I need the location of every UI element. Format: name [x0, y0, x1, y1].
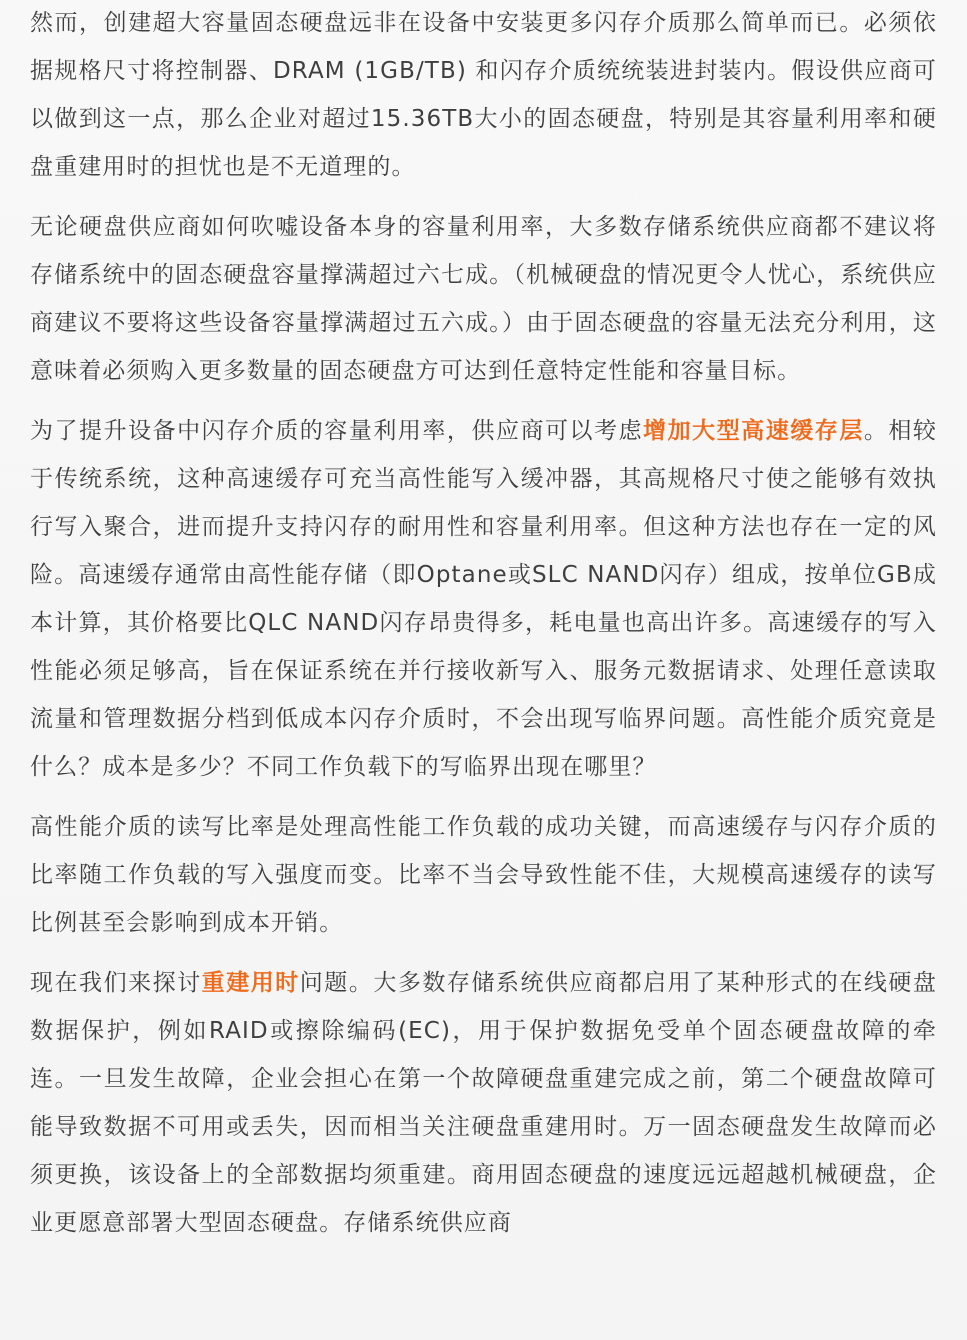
- article-paragraph-1: [30, 0, 937, 191]
- paragraph-text-before-highlight: 为了提升设备中闪存介质的容量利用率，供应商可以考虑: [30, 418, 644, 444]
- article-paragraph-2: [30, 203, 937, 395]
- article-paragraph-3: [30, 407, 937, 791]
- article-paragraph-4: [30, 803, 937, 947]
- article-paragraph-5: [30, 959, 937, 1247]
- paragraph-text: 高性能介质的读写比率是处理高性能工作负载的成功关键，而高速缓存与闪存介质的比率随工作负载的写入强度而变。比率不当会导致性能不佳，大规模高速缓存的读写比例甚至会影响到成本开销。: [30, 814, 937, 936]
- highlighted-term-cache-layer: 增加大型高速缓存层: [643, 418, 864, 444]
- paragraph-text-after-highlight: 问题。大多数存储系统供应商都启用了某种形式的在线硬盘数据保护，例如RAID或擦除编码(EC)，用于保护数据免受单个固态硬盘故障的牵连。一旦发生故障，企业会担心在第一个故障硬盘重建完成之前，第二个硬盘故障可能导致数据不可用或丢失，因而相当关注硬盘重建用时。万一固态硬盘发生故障而必须更换，该设备上的全部数据均须重建。商用固态硬盘的速度远远超越机械硬盘，企业更愿意部署大型固态硬盘。存储系统供应商: [30, 970, 937, 1236]
- paragraph-text: 然而，创建超大容量固态硬盘远非在设备中安装更多闪存介质那么简单而已。必须依据规格尺寸将控制器、DRAM (1GB/TB) 和闪存介质统统装进封装内。假设供应商可以做到这一点，那么企业对超过15.36TB大小的固态硬盘，特别是其容量利用率和硬盘重建用时的担忧也是不无道理的。: [30, 10, 937, 180]
- highlighted-term-rebuild-time: 重建用时: [201, 970, 300, 996]
- paragraph-text-after-highlight: 。相较于传统系统，这种高速缓存可充当高性能写入缓冲器，其高规格尺寸使之能够有效执行写入聚合，进而提升支持闪存的耐用性和容量利用率。但这种方法也存在一定的风险。高速缓存通常由高性能存储（即Optane或SLC NAND闪存）组成，按单位GB成本计算，其价格要比QLC NAND闪存昂贵得多，耗电量也高出许多。高速缓存的写入性能必须足够高，旨在保证系统在并行接收新写入、服务元数据请求、处理任意读取流量和管理数据分档到低成本闪存介质时，不会出现写临界问题。高性能介质究竟是什么？成本是多少？不同工作负载下的写临界出现在哪里？: [30, 418, 938, 780]
- paragraph-text: 无论硬盘供应商如何吹嘘设备本身的容量利用率，大多数存储系统供应商都不建议将存储系统中的固态硬盘容量撑满超过六七成。（机械硬盘的情况更令人忧心，系统供应商建议不要将这些设备容量撑满超过五六成。）由于固态硬盘的容量无法充分利用，这意味着必须购入更多数量的固态硬盘方可达到任意特定性能和容量目标。: [30, 214, 937, 384]
- paragraph-text-before-highlight: 现在我们来探讨: [30, 970, 202, 996]
